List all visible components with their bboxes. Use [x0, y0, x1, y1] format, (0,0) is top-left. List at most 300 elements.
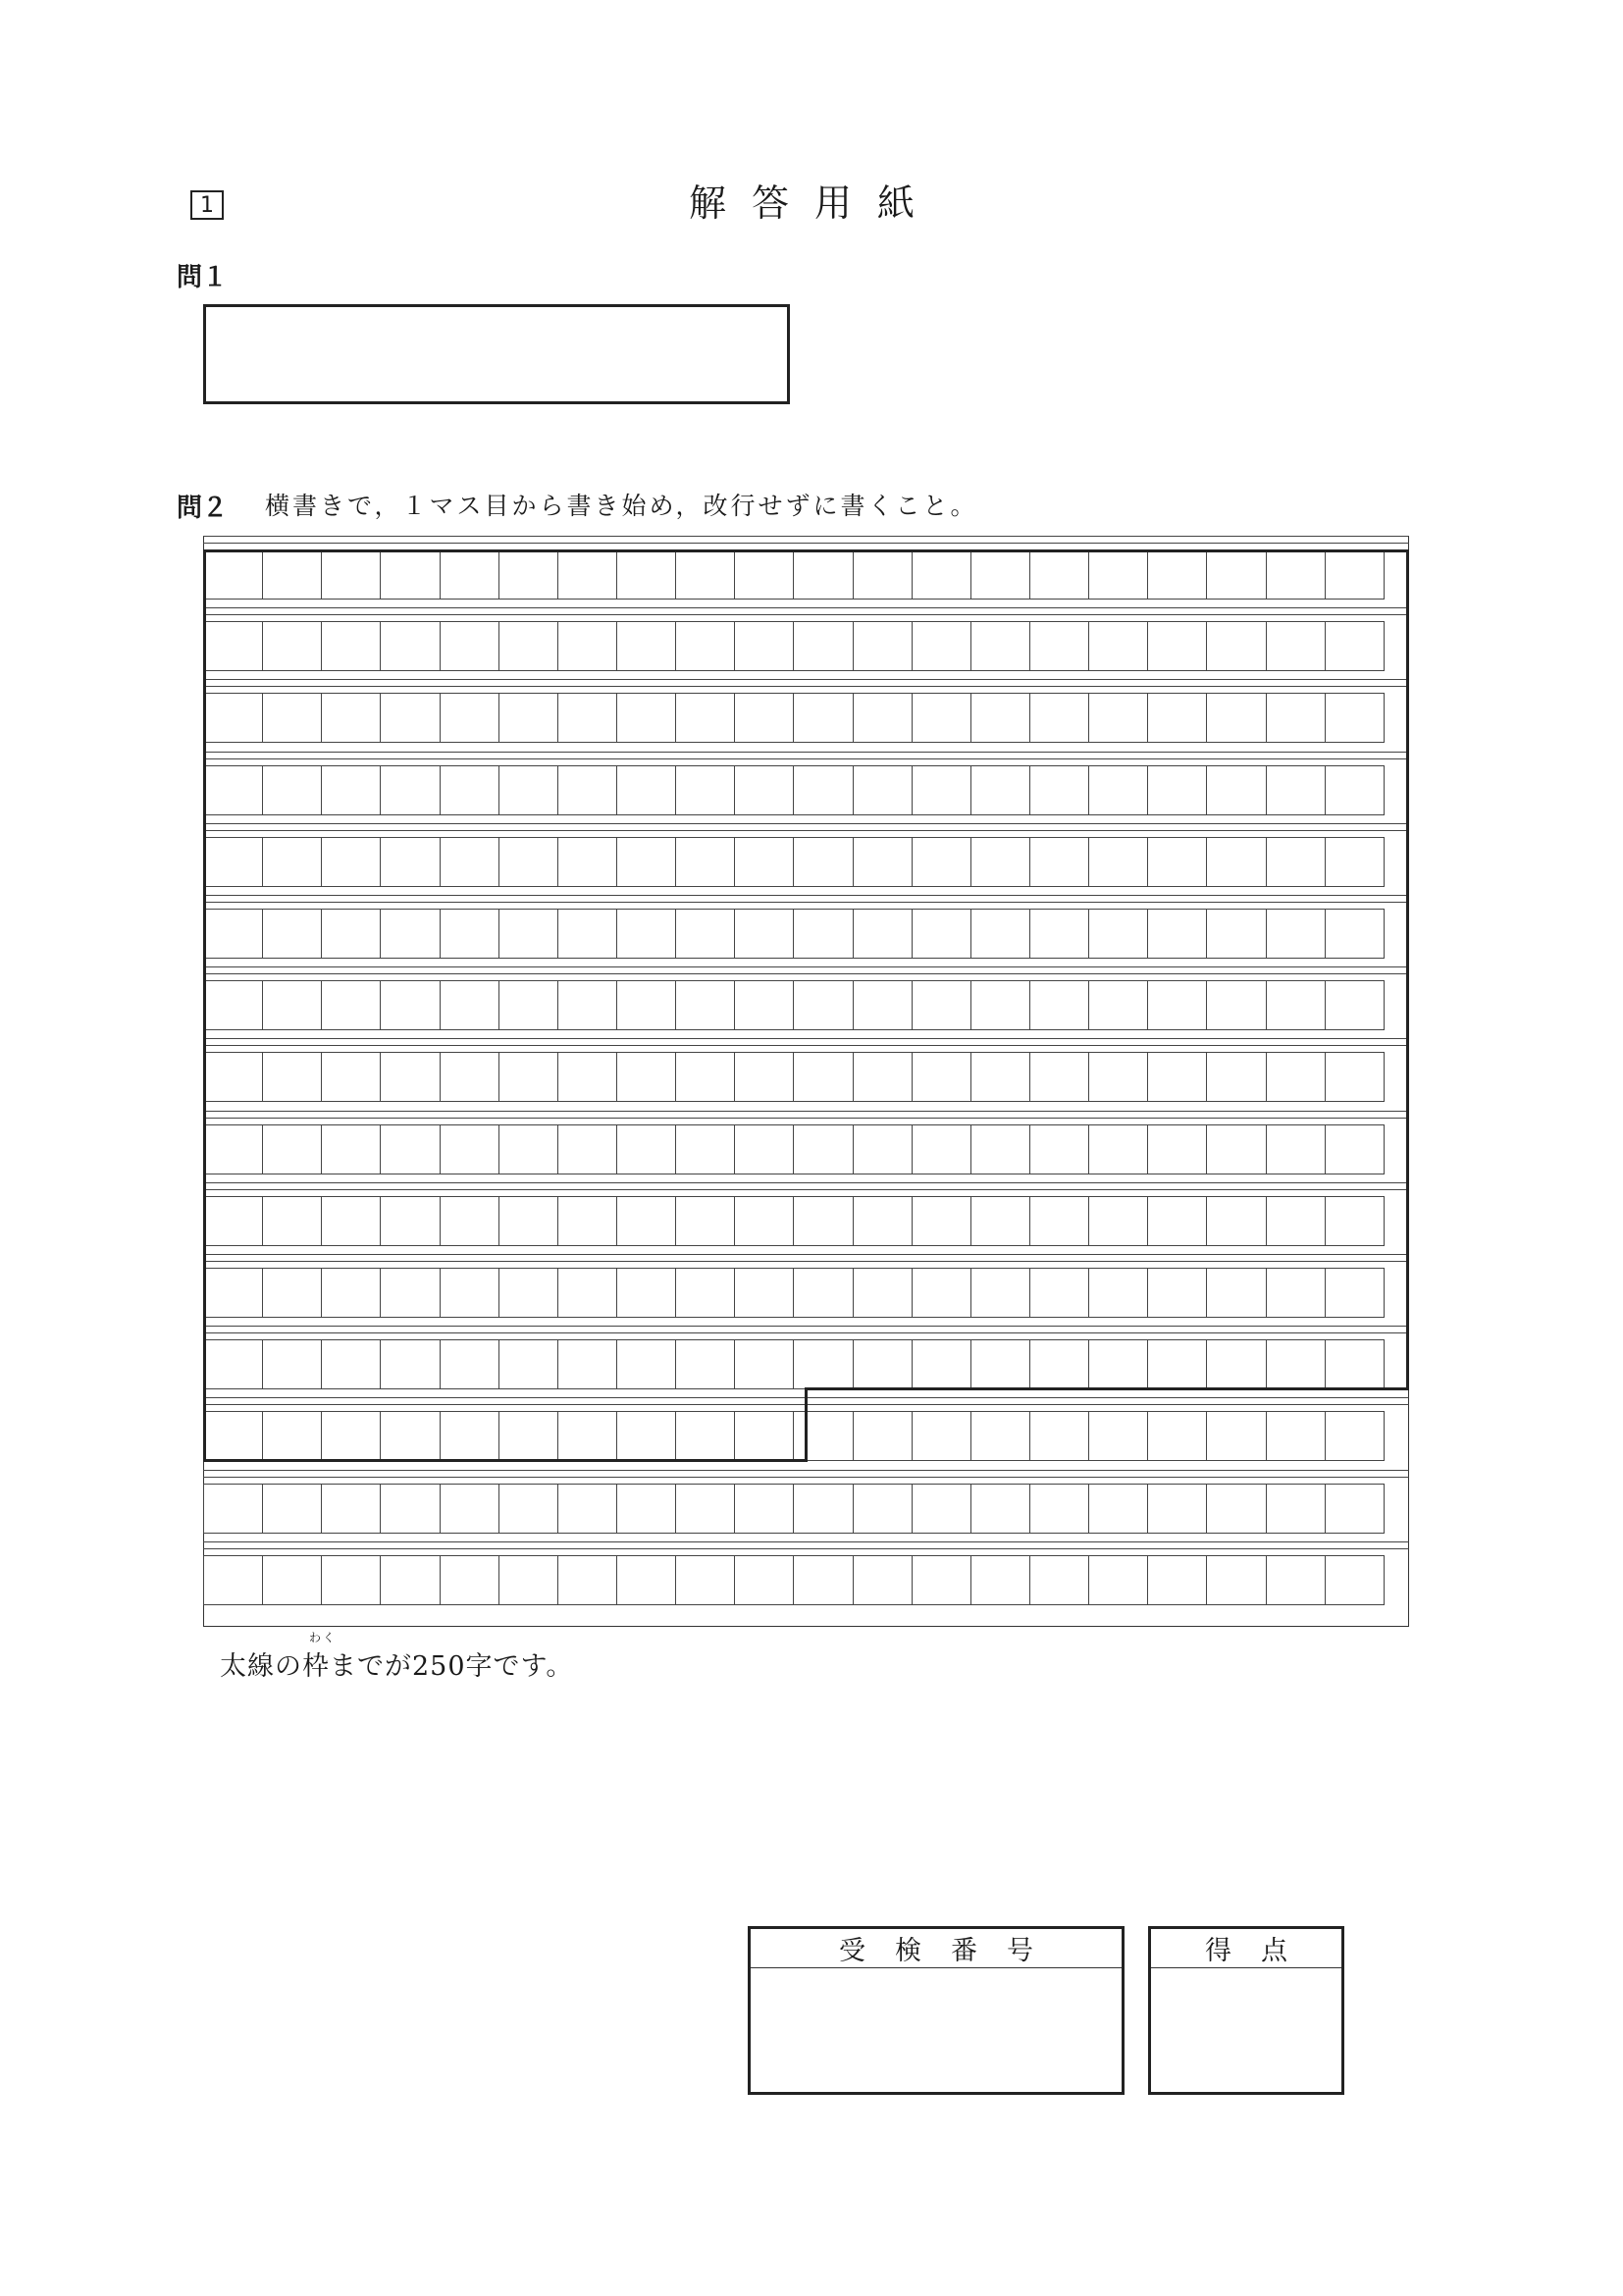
grid-cell[interactable] — [970, 1268, 1030, 1318]
grid-cell[interactable] — [262, 549, 322, 600]
grid-cell[interactable] — [557, 1124, 617, 1174]
grid-cell[interactable] — [734, 1196, 794, 1246]
grid-cell[interactable] — [380, 1196, 440, 1246]
grid-cell[interactable] — [616, 837, 676, 887]
grid-cell[interactable] — [203, 1124, 263, 1174]
grid-cell[interactable] — [380, 837, 440, 887]
grid-cell[interactable] — [853, 1124, 913, 1174]
grid-cell[interactable] — [853, 693, 913, 743]
grid-cell[interactable] — [262, 765, 322, 815]
grid-cell[interactable] — [970, 909, 1030, 959]
grid-cell[interactable] — [853, 1196, 913, 1246]
grid-cell[interactable] — [380, 980, 440, 1030]
grid-cell[interactable] — [793, 549, 853, 600]
grid-cell[interactable] — [675, 1052, 735, 1102]
grid-cell[interactable] — [912, 1052, 971, 1102]
grid-cell[interactable] — [1206, 621, 1266, 671]
grid-cell[interactable] — [1088, 837, 1148, 887]
grid-cell[interactable] — [793, 693, 853, 743]
grid-cell[interactable] — [321, 621, 381, 671]
grid-cell[interactable] — [440, 837, 499, 887]
grid-cell[interactable] — [616, 1124, 676, 1174]
grid-cell[interactable] — [853, 1052, 913, 1102]
grid-cell[interactable] — [793, 1411, 853, 1461]
grid-cell[interactable] — [675, 1555, 735, 1605]
grid-cell[interactable] — [262, 1555, 322, 1605]
grid-cell[interactable] — [675, 693, 735, 743]
grid-cell[interactable] — [970, 621, 1030, 671]
grid-cell[interactable] — [970, 1555, 1030, 1605]
grid-cell[interactable] — [321, 1411, 381, 1461]
grid-cell[interactable] — [557, 1196, 617, 1246]
grid-cell[interactable] — [1088, 693, 1148, 743]
grid-cell[interactable] — [498, 765, 558, 815]
grid-cell[interactable] — [1206, 837, 1266, 887]
grid-cell[interactable] — [1088, 1339, 1148, 1389]
grid-cell[interactable] — [1088, 980, 1148, 1030]
grid-cell[interactable] — [675, 909, 735, 959]
grid-cell[interactable] — [616, 1268, 676, 1318]
grid-cell[interactable] — [440, 909, 499, 959]
grid-cell[interactable] — [1266, 765, 1326, 815]
grid-cell[interactable] — [970, 980, 1030, 1030]
grid-cell[interactable] — [1147, 837, 1207, 887]
grid-cell[interactable] — [440, 1268, 499, 1318]
grid-cell[interactable] — [1147, 1124, 1207, 1174]
grid-cell[interactable] — [793, 1052, 853, 1102]
grid-cell[interactable] — [616, 1196, 676, 1246]
grid-cell[interactable] — [1147, 1411, 1207, 1461]
grid-cell[interactable] — [203, 1196, 263, 1246]
grid-cell[interactable] — [853, 765, 913, 815]
grid-cell[interactable] — [440, 765, 499, 815]
grid-cell[interactable] — [557, 621, 617, 671]
grid-cell[interactable] — [380, 693, 440, 743]
grid-cell[interactable] — [1029, 765, 1089, 815]
grid-cell[interactable] — [734, 621, 794, 671]
grid-cell[interactable] — [498, 621, 558, 671]
grid-cell[interactable] — [793, 1124, 853, 1174]
grid-cell[interactable] — [616, 693, 676, 743]
grid-cell[interactable] — [853, 1555, 913, 1605]
grid-cell[interactable] — [557, 909, 617, 959]
grid-cell[interactable] — [1088, 1052, 1148, 1102]
grid-cell[interactable] — [970, 1484, 1030, 1534]
grid-cell[interactable] — [1088, 1196, 1148, 1246]
grid-cell[interactable] — [616, 621, 676, 671]
grid-cell[interactable] — [1266, 621, 1326, 671]
grid-cell[interactable] — [734, 1268, 794, 1318]
grid-cell[interactable] — [1325, 1268, 1385, 1318]
grid-cell[interactable] — [1325, 765, 1385, 815]
grid-cell[interactable] — [203, 1411, 263, 1461]
grid-cell[interactable] — [912, 549, 971, 600]
grid-cell[interactable] — [675, 621, 735, 671]
grid-cell[interactable] — [734, 980, 794, 1030]
grid-cell[interactable] — [440, 549, 499, 600]
grid-cell[interactable] — [1266, 1339, 1326, 1389]
grid-cell[interactable] — [321, 1196, 381, 1246]
grid-cell[interactable] — [1266, 980, 1326, 1030]
grid-cell[interactable] — [675, 549, 735, 600]
grid-cell[interactable] — [616, 980, 676, 1030]
grid-cell[interactable] — [380, 909, 440, 959]
grid-cell[interactable] — [203, 837, 263, 887]
grid-cell[interactable] — [498, 1124, 558, 1174]
grid-cell[interactable] — [1206, 1268, 1266, 1318]
grid-cell[interactable] — [498, 1196, 558, 1246]
grid-cell[interactable] — [616, 1052, 676, 1102]
grid-cell[interactable] — [1325, 1484, 1385, 1534]
grid-cell[interactable] — [1029, 837, 1089, 887]
grid-cell[interactable] — [1206, 1052, 1266, 1102]
grid-cell[interactable] — [1206, 909, 1266, 959]
grid-cell[interactable] — [1147, 693, 1207, 743]
grid-cell[interactable] — [793, 909, 853, 959]
grid-cell[interactable] — [262, 1484, 322, 1534]
grid-cell[interactable] — [970, 1411, 1030, 1461]
grid-cell[interactable] — [380, 1484, 440, 1534]
grid-cell[interactable] — [616, 1484, 676, 1534]
grid-cell[interactable] — [262, 693, 322, 743]
grid-cell[interactable] — [1029, 1339, 1089, 1389]
grid-cell[interactable] — [912, 621, 971, 671]
grid-cell[interactable] — [970, 1196, 1030, 1246]
grid-cell[interactable] — [675, 1196, 735, 1246]
grid-cell[interactable] — [203, 1052, 263, 1102]
grid-cell[interactable] — [1029, 1555, 1089, 1605]
grid-cell[interactable] — [557, 1052, 617, 1102]
grid-cell[interactable] — [793, 837, 853, 887]
grid-cell[interactable] — [912, 1411, 971, 1461]
grid-cell[interactable] — [262, 1052, 322, 1102]
grid-cell[interactable] — [1325, 621, 1385, 671]
grid-cell[interactable] — [1029, 1411, 1089, 1461]
grid-cell[interactable] — [912, 1268, 971, 1318]
grid-cell[interactable] — [321, 1124, 381, 1174]
grid-cell[interactable] — [912, 1484, 971, 1534]
grid-cell[interactable] — [321, 909, 381, 959]
grid-cell[interactable] — [380, 1124, 440, 1174]
grid-cell[interactable] — [616, 549, 676, 600]
grid-cell[interactable] — [1266, 1411, 1326, 1461]
grid-cell[interactable] — [1029, 1196, 1089, 1246]
grid-cell[interactable] — [1147, 1339, 1207, 1389]
grid-cell[interactable] — [1029, 1484, 1089, 1534]
grid-cell[interactable] — [1147, 1484, 1207, 1534]
grid-cell[interactable] — [1325, 1052, 1385, 1102]
grid-cell[interactable] — [557, 1484, 617, 1534]
grid-cell[interactable] — [1029, 1268, 1089, 1318]
grid-cell[interactable] — [262, 621, 322, 671]
grid-cell[interactable] — [1147, 1268, 1207, 1318]
grid-cell[interactable] — [380, 765, 440, 815]
grid-cell[interactable] — [1088, 621, 1148, 671]
grid-cell[interactable] — [1088, 1484, 1148, 1534]
grid-cell[interactable] — [321, 837, 381, 887]
grid-cell[interactable] — [675, 1339, 735, 1389]
grid-cell[interactable] — [912, 1196, 971, 1246]
grid-cell[interactable] — [262, 1124, 322, 1174]
grid-cell[interactable] — [1266, 549, 1326, 600]
grid-cell[interactable] — [912, 1339, 971, 1389]
grid-cell[interactable] — [1266, 909, 1326, 959]
grid-cell[interactable] — [203, 1484, 263, 1534]
grid-cell[interactable] — [1266, 1052, 1326, 1102]
grid-cell[interactable] — [675, 1411, 735, 1461]
grid-cell[interactable] — [321, 1484, 381, 1534]
grid-cell[interactable] — [1088, 549, 1148, 600]
grid-cell[interactable] — [203, 765, 263, 815]
grid-cell[interactable] — [262, 909, 322, 959]
grid-cell[interactable] — [793, 1196, 853, 1246]
grid-cell[interactable] — [734, 1052, 794, 1102]
grid-cell[interactable] — [734, 549, 794, 600]
grid-cell[interactable] — [498, 549, 558, 600]
grid-cell[interactable] — [675, 1484, 735, 1534]
grid-cell[interactable] — [912, 693, 971, 743]
grid-cell[interactable] — [616, 909, 676, 959]
grid-cell[interactable] — [557, 549, 617, 600]
grid-cell[interactable] — [1325, 837, 1385, 887]
grid-cell[interactable] — [380, 1339, 440, 1389]
grid-cell[interactable] — [498, 1268, 558, 1318]
grid-cell[interactable] — [262, 980, 322, 1030]
grid-cell[interactable] — [498, 1339, 558, 1389]
grid-cell[interactable] — [1325, 549, 1385, 600]
grid-cell[interactable] — [970, 1339, 1030, 1389]
grid-cell[interactable] — [1029, 1052, 1089, 1102]
grid-cell[interactable] — [1206, 1555, 1266, 1605]
grid-cell[interactable] — [557, 765, 617, 815]
grid-cell[interactable] — [912, 765, 971, 815]
grid-cell[interactable] — [1029, 1124, 1089, 1174]
grid-cell[interactable] — [853, 909, 913, 959]
grid-cell[interactable] — [557, 693, 617, 743]
grid-cell[interactable] — [557, 1555, 617, 1605]
grid-cell[interactable] — [498, 1555, 558, 1605]
grid-cell[interactable] — [853, 1411, 913, 1461]
grid-cell[interactable] — [1029, 980, 1089, 1030]
grid-cell[interactable] — [734, 909, 794, 959]
grid-cell[interactable] — [1088, 1411, 1148, 1461]
grid-cell[interactable] — [1266, 1196, 1326, 1246]
grid-cell[interactable] — [734, 765, 794, 815]
grid-cell[interactable] — [675, 980, 735, 1030]
grid-cell[interactable] — [380, 549, 440, 600]
grid-cell[interactable] — [1029, 549, 1089, 600]
grid-cell[interactable] — [203, 980, 263, 1030]
grid-cell[interactable] — [1147, 1555, 1207, 1605]
grid-cell[interactable] — [557, 1411, 617, 1461]
grid-cell[interactable] — [262, 1196, 322, 1246]
grid-cell[interactable] — [498, 1484, 558, 1534]
grid-cell[interactable] — [912, 837, 971, 887]
grid-cell[interactable] — [734, 1484, 794, 1534]
grid-cell[interactable] — [321, 549, 381, 600]
grid-cell[interactable] — [1206, 549, 1266, 600]
grid-cell[interactable] — [853, 1339, 913, 1389]
grid-cell[interactable] — [616, 1555, 676, 1605]
question1-answer-box[interactable] — [203, 304, 790, 404]
grid-cell[interactable] — [1147, 765, 1207, 815]
grid-cell[interactable] — [675, 837, 735, 887]
grid-cell[interactable] — [1206, 765, 1266, 815]
grid-cell[interactable] — [853, 837, 913, 887]
grid-cell[interactable] — [1325, 1555, 1385, 1605]
grid-cell[interactable] — [793, 765, 853, 815]
grid-cell[interactable] — [1325, 909, 1385, 959]
grid-cell[interactable] — [1088, 765, 1148, 815]
grid-cell[interactable] — [1325, 1196, 1385, 1246]
grid-cell[interactable] — [262, 1339, 322, 1389]
grid-cell[interactable] — [321, 1339, 381, 1389]
grid-cell[interactable] — [853, 1484, 913, 1534]
grid-cell[interactable] — [793, 1555, 853, 1605]
grid-cell[interactable] — [1147, 1196, 1207, 1246]
grid-cell[interactable] — [321, 765, 381, 815]
grid-cell[interactable] — [970, 837, 1030, 887]
grid-cell[interactable] — [498, 693, 558, 743]
grid-cell[interactable] — [557, 837, 617, 887]
grid-cell[interactable] — [1266, 837, 1326, 887]
grid-cell[interactable] — [853, 980, 913, 1030]
grid-cell[interactable] — [321, 980, 381, 1030]
grid-cell[interactable] — [440, 1484, 499, 1534]
grid-cell[interactable] — [1206, 1196, 1266, 1246]
grid-cell[interactable] — [970, 693, 1030, 743]
grid-cell[interactable] — [1325, 980, 1385, 1030]
grid-cell[interactable] — [970, 1052, 1030, 1102]
grid-cell[interactable] — [793, 1268, 853, 1318]
grid-cell[interactable] — [1206, 1339, 1266, 1389]
grid-cell[interactable] — [1029, 693, 1089, 743]
grid-cell[interactable] — [1029, 909, 1089, 959]
grid-cell[interactable] — [1266, 1124, 1326, 1174]
grid-cell[interactable] — [203, 549, 263, 600]
grid-cell[interactable] — [440, 1196, 499, 1246]
grid-cell[interactable] — [262, 1268, 322, 1318]
grid-cell[interactable] — [1147, 980, 1207, 1030]
grid-cell[interactable] — [912, 980, 971, 1030]
grid-cell[interactable] — [912, 1124, 971, 1174]
grid-cell[interactable] — [557, 1268, 617, 1318]
grid-cell[interactable] — [380, 1052, 440, 1102]
grid-cell[interactable] — [616, 1411, 676, 1461]
grid-cell[interactable] — [1266, 1555, 1326, 1605]
grid-cell[interactable] — [1325, 1339, 1385, 1389]
grid-cell[interactable] — [616, 1339, 676, 1389]
grid-cell[interactable] — [675, 1268, 735, 1318]
grid-cell[interactable] — [380, 1411, 440, 1461]
grid-cell[interactable] — [440, 621, 499, 671]
grid-cell[interactable] — [1325, 1411, 1385, 1461]
grid-cell[interactable] — [1325, 693, 1385, 743]
grid-cell[interactable] — [262, 1411, 322, 1461]
grid-cell[interactable] — [970, 765, 1030, 815]
grid-cell[interactable] — [734, 1339, 794, 1389]
grid-cell[interactable] — [853, 549, 913, 600]
grid-cell[interactable] — [203, 909, 263, 959]
grid-cell[interactable] — [1147, 621, 1207, 671]
grid-cell[interactable] — [1206, 1411, 1266, 1461]
grid-cell[interactable] — [203, 693, 263, 743]
grid-cell[interactable] — [1147, 909, 1207, 959]
grid-cell[interactable] — [440, 1124, 499, 1174]
grid-cell[interactable] — [440, 1555, 499, 1605]
grid-cell[interactable] — [321, 1555, 381, 1605]
grid-cell[interactable] — [912, 1555, 971, 1605]
grid-cell[interactable] — [498, 837, 558, 887]
grid-cell[interactable] — [203, 1339, 263, 1389]
grid-cell[interactable] — [1206, 693, 1266, 743]
grid-cell[interactable] — [734, 1124, 794, 1174]
grid-cell[interactable] — [440, 1411, 499, 1461]
grid-cell[interactable] — [1088, 1268, 1148, 1318]
grid-cell[interactable] — [912, 909, 971, 959]
grid-cell[interactable] — [1206, 980, 1266, 1030]
grid-cell[interactable] — [1029, 621, 1089, 671]
grid-cell[interactable] — [1266, 1268, 1326, 1318]
grid-cell[interactable] — [616, 765, 676, 815]
grid-cell[interactable] — [734, 1555, 794, 1605]
grid-cell[interactable] — [380, 1555, 440, 1605]
grid-cell[interactable] — [793, 1484, 853, 1534]
grid-cell[interactable] — [321, 693, 381, 743]
grid-cell[interactable] — [498, 1411, 558, 1461]
grid-cell[interactable] — [1325, 1124, 1385, 1174]
grid-cell[interactable] — [853, 1268, 913, 1318]
grid-cell[interactable] — [734, 1411, 794, 1461]
grid-cell[interactable] — [380, 621, 440, 671]
grid-cell[interactable] — [440, 980, 499, 1030]
grid-cell[interactable] — [793, 1339, 853, 1389]
grid-cell[interactable] — [440, 1339, 499, 1389]
grid-cell[interactable] — [1088, 909, 1148, 959]
grid-cell[interactable] — [1206, 1484, 1266, 1534]
grid-cell[interactable] — [203, 1555, 263, 1605]
grid-cell[interactable] — [734, 837, 794, 887]
grid-cell[interactable] — [498, 1052, 558, 1102]
grid-cell[interactable] — [203, 621, 263, 671]
grid-cell[interactable] — [1088, 1124, 1148, 1174]
grid-cell[interactable] — [970, 549, 1030, 600]
grid-cell[interactable] — [675, 1124, 735, 1174]
grid-cell[interactable] — [498, 909, 558, 959]
grid-cell[interactable] — [1266, 693, 1326, 743]
grid-cell[interactable] — [440, 1052, 499, 1102]
grid-cell[interactable] — [853, 621, 913, 671]
grid-cell[interactable] — [970, 1124, 1030, 1174]
grid-cell[interactable] — [321, 1268, 381, 1318]
grid-cell[interactable] — [557, 980, 617, 1030]
grid-cell[interactable] — [262, 837, 322, 887]
grid-cell[interactable] — [675, 765, 735, 815]
grid-cell[interactable] — [203, 1268, 263, 1318]
grid-cell[interactable] — [557, 1339, 617, 1389]
grid-cell[interactable] — [1266, 1484, 1326, 1534]
grid-cell[interactable] — [498, 980, 558, 1030]
grid-cell[interactable] — [321, 1052, 381, 1102]
grid-cell[interactable] — [793, 621, 853, 671]
grid-cell[interactable] — [440, 693, 499, 743]
grid-cell[interactable] — [1147, 1052, 1207, 1102]
grid-cell[interactable] — [1147, 549, 1207, 600]
exam-number-box[interactable] — [748, 1926, 1125, 2095]
grid-cell[interactable] — [793, 980, 853, 1030]
grid-cell[interactable] — [734, 693, 794, 743]
grid-cell[interactable] — [1206, 1124, 1266, 1174]
